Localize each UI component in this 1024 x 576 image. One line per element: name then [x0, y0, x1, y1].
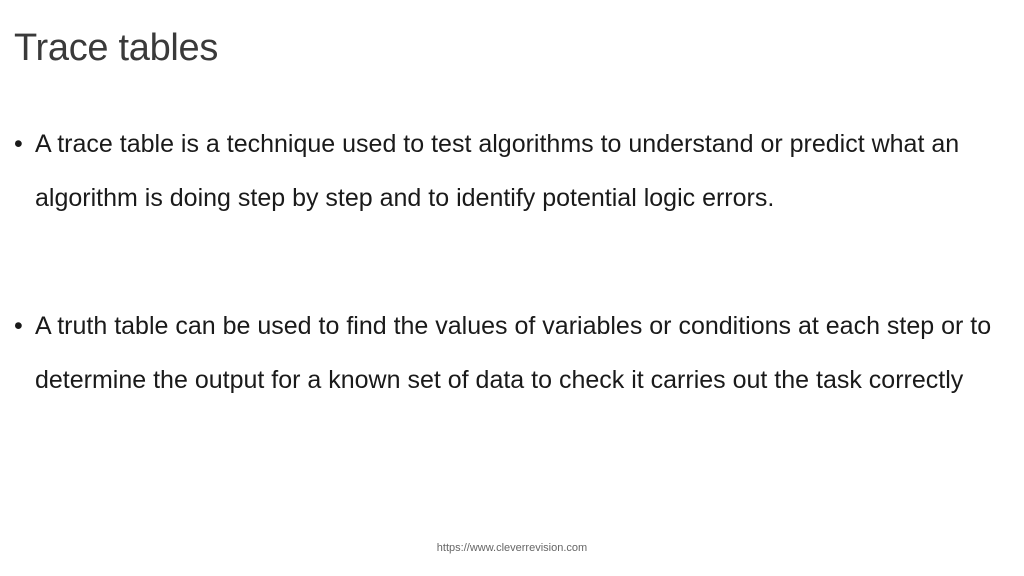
- bullet-marker: •: [14, 130, 23, 158]
- bullet-marker: •: [14, 312, 23, 340]
- bullet-item-trace-table: [14, 117, 1004, 225]
- bullet-text: A truth table can be used to find the values of variables or conditions at each step or to determine the output for a known set of data to check it carries out the task correctly: [35, 312, 992, 394]
- bullet-text: A trace table is a technique used to test algorithms to understand or predict what an algorithm is doing step by step and to identify potential logic errors.: [35, 130, 960, 212]
- bullet-item-truth-table: [14, 299, 1004, 407]
- bullet-list: [14, 117, 1004, 407]
- footer-url: https://www.cleverrevision.com: [436, 542, 588, 554]
- slide-title: Trace tables: [14, 27, 219, 69]
